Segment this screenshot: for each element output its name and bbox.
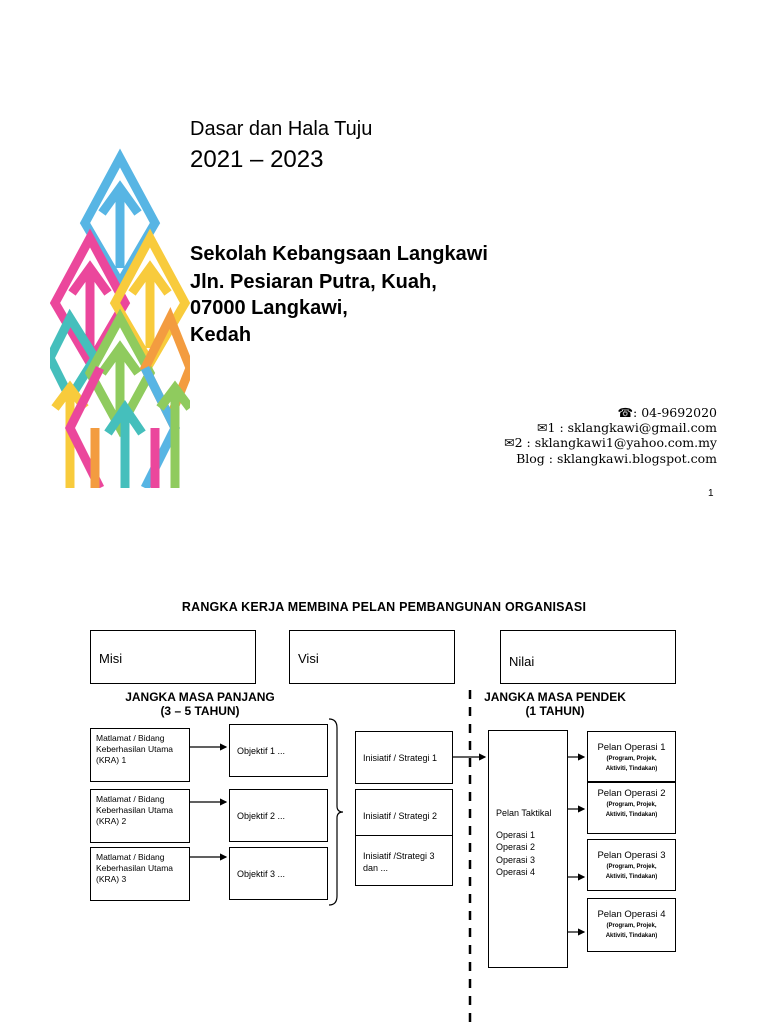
- operational-plan-box-2: Pelan Operasi 2 (Program, Projek, Aktiviti, Tindakan): [587, 782, 676, 834]
- objective-box-3: Objektif 3 ...: [229, 847, 328, 900]
- long-term-label: JANGKA MASA PANJANG (3 – 5 TAHUN): [125, 690, 275, 718]
- email-line-2: ✉2 : sklangkawi1@yahoo.com.my: [504, 435, 717, 450]
- initiative-box-1: Inisiatif / Strategi 1: [355, 731, 453, 784]
- misi-box: Misi: [90, 630, 256, 684]
- address-line-3: Kedah: [190, 324, 252, 346]
- operational-plan-box-3: Pelan Operasi 3 (Program, Projek, Aktiviti, Tindakan): [587, 839, 676, 891]
- initiative-box-2: Inisiatif / Strategi 2: [355, 789, 453, 842]
- operational-plan-box-4: Pelan Operasi 4 (Program, Projek, Aktiviti, Tindakan): [587, 898, 676, 952]
- objectives-brace: [329, 719, 343, 905]
- nilai-box: Nilai: [500, 630, 676, 684]
- phone-line: ☎: 04-9692020: [617, 405, 717, 420]
- operational-plan-box-1: Pelan Operasi 1 (Program, Projek, Aktiviti, Tindakan): [587, 731, 676, 782]
- kra-box-3: Matlamat / Bidang Keberhasilan Utama (KRA) 3: [90, 847, 190, 901]
- page-number: 1: [708, 488, 714, 499]
- envelope-icon: ✉: [504, 435, 515, 450]
- objective-box-2: Objektif 2 ...: [229, 789, 328, 842]
- blog-line: Blog : sklangkawi.blogspot.com: [516, 451, 717, 466]
- school-name: Sekolah Kebangsaan Langkawi: [190, 243, 488, 265]
- email-line-1: ✉1 : sklangkawi@gmail.com: [537, 420, 717, 435]
- school-arrows-logo: [50, 28, 190, 488]
- document-years: 2021 – 2023: [190, 146, 324, 173]
- kra-box-2: Matlamat / Bidang Keberhasilan Utama (KRA) 2: [90, 789, 190, 843]
- framework-heading: RANGKA KERJA MEMBINA PELAN PEMBANGUNAN ORGANISASI: [181, 600, 587, 614]
- document-title: Dasar dan Hala Tuju: [190, 118, 373, 140]
- phone-icon: ☎: [617, 405, 634, 420]
- initiative-box-3: Inisiatif /Strategi 3 dan ...: [355, 835, 453, 886]
- address-line-1: Jln. Pesiaran Putra, Kuah,: [190, 271, 437, 293]
- kra-box-1: Matlamat / Bidang Keberhasilan Utama (KRA) 1: [90, 728, 190, 782]
- objective-box-1: Objektif 1 ...: [229, 724, 328, 777]
- envelope-icon: ✉: [537, 420, 548, 435]
- short-term-label: JANGKA MASA PENDEK (1 TAHUN): [484, 690, 626, 718]
- visi-box: Visi: [289, 630, 455, 684]
- address-line-2: 07000 Langkawi,: [190, 297, 348, 319]
- tactical-plan-box: Pelan Taktikal Operasi 1 Operasi 2 Operasi 3 Operasi 4: [488, 730, 568, 968]
